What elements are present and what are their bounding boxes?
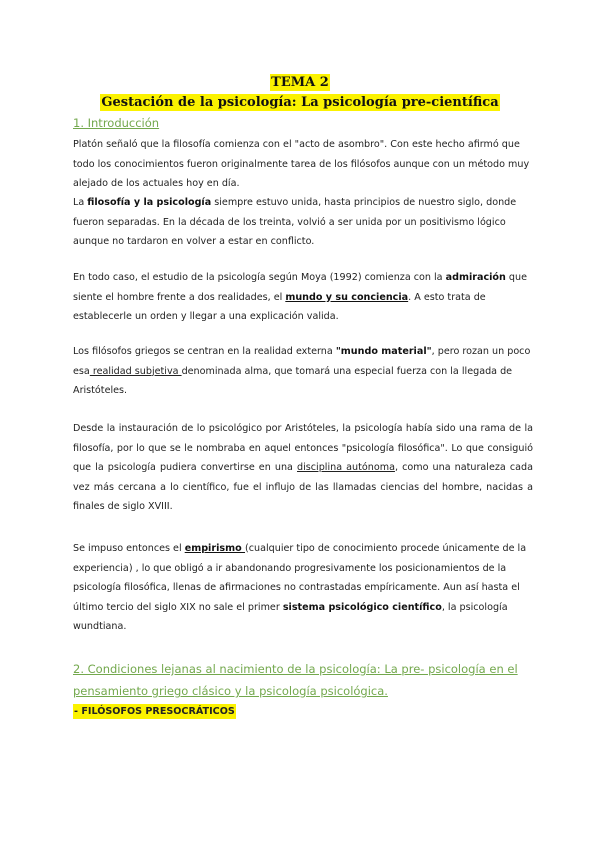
intro-paragraph-6 (73, 539, 533, 637)
p3-text-a: En todo caso, el estudio de la psicología según Moya (1992) comienza con la (73, 272, 446, 283)
p4-text-c: denominada alma, que tomará una especial fuerza con la llegada de Aristóteles. (73, 365, 513, 396)
section-2-heading-line-2: pensamiento griego clásico y la psicología psicológica. (73, 684, 388, 698)
intro-paragraph-2 (73, 193, 533, 252)
intro-paragraph-3 (73, 268, 533, 327)
p5-text-a: Desde la instauración de lo psicológico por Aristóteles, la psicología había sido una rama de la filosofía, por lo que se le nombraba en aquel entonces "psicología filosófica". Lo que consiguió que la psicología pudiera convertirse en una (73, 423, 533, 473)
p6-text-b: (cualquier tipo de conocimiento procede únicamente de la experiencia) , lo que obligó a ir abandonando progresivamente los posicionamientos de la psicología filosófica, llenas de afirmaciones no contrastadas empíricamente. Aun así hasta el último tercio del siglo XIX no sale el primer (73, 543, 527, 613)
p3-bold-mundo-conciencia: mundo y su conciencia (285, 291, 409, 303)
p4-bold-mundo-material: "mundo material" (335, 346, 432, 357)
p5-underlined-disciplina-autonoma: disciplina autónoma (297, 462, 395, 473)
p3-text-b: que siente el hombre frente a dos realidades, el (73, 272, 527, 303)
p2-text-b: siempre estuvo unida, hasta principios de nuestro siglo, donde fueron separadas. En la década de los treinta, volvió a ser unida por un positivismo lógico aunque no tardaron en volver a estar en conflicto. (73, 197, 517, 247)
p2-text-a: La (73, 197, 88, 208)
intro-p1-text: Platón señaló que la filosofía comienza con el "acto de asombro". Con este hecho afirmó que todo los conocimientos fueron originalmente tarea de los filósofos aunque con un método muy alejado de los actuales hoy en día. (73, 139, 530, 189)
topic-number: TEMA 2 (271, 75, 329, 90)
section-1-heading: 1. Introducción (73, 116, 160, 130)
p4-text-a: Los filósofos griegos se centran en la realidad externa (73, 346, 336, 357)
p4-underlined-realidad-subjetiva: realidad subjetiva (89, 365, 182, 377)
p6-bold-empirismo: empirismo (184, 543, 246, 554)
p4-text-b: , pero rozan un poco esa (73, 346, 531, 377)
section-2-heading-line-1: 2. Condiciones lejanas al nacimiento de la psicología: La pre- psicología en el (73, 662, 518, 676)
page-title: Gestación de la psicología: La psicología pre-científica (101, 95, 499, 110)
title-block (0, 71, 600, 111)
p5-text-b: , como una naturaleza cada vez más cercana a lo científico, fue el influjo de las llamadas ciencias del hombre, nacidas a finales de siglo XVIII. (73, 462, 533, 512)
p3-text-c: . A esto trata de establecerle un orden y llegar a una explicación valida. (73, 291, 486, 322)
p6-text-a: Se impuso entonces el (73, 543, 185, 554)
intro-paragraph-5 (73, 419, 533, 517)
p6-text-c: , la psicología wundtiana. (73, 601, 508, 632)
subheading-presocraticos: - FILÓSOFOS PRESOCRÁTICOS (74, 706, 235, 717)
intro-paragraph-4 (73, 342, 533, 401)
intro-paragraph-1 (73, 135, 533, 194)
p6-bold-sistema-psicologico: sistema psicológico científico (282, 601, 442, 613)
p3-bold-admiracion: admiración (445, 272, 506, 283)
section-2-heading (73, 658, 543, 702)
p2-bold-filosofia-psicologia: filosofía y la psicología (87, 197, 212, 208)
